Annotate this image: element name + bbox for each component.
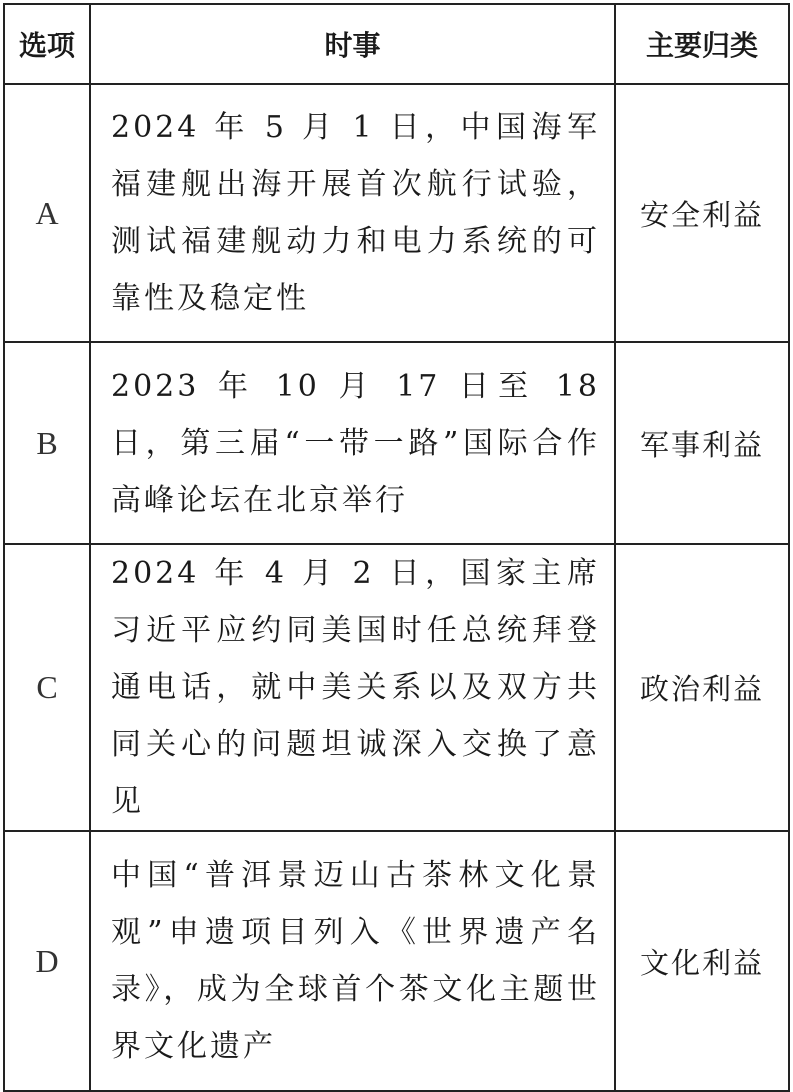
header-category: 主要归类 [615, 4, 789, 84]
event-text: 2024 年 5 月 1 日，中国海军福建舰出海开展首次航行试验，测试福建舰动力和电力系统的可靠性及稳定性 [90, 84, 615, 342]
event-text: 2023 年 10 月 17 日至 18 日，第三届“一带一路”国际合作高峰论坛在北京举行 [90, 342, 615, 544]
category-label: 文化利益 [615, 831, 789, 1091]
option-label: C [4, 544, 90, 831]
table-row [4, 342, 789, 544]
option-label: B [4, 342, 90, 544]
header-option: 选项 [4, 4, 90, 84]
category-label: 军事利益 [615, 342, 789, 544]
event-text: 中国“普洱景迈山古茶林文化景观”申遗项目列入《世界遗产名录》，成为全球首个茶文化主题世界文化遗产 [90, 831, 615, 1091]
header-event: 时事 [90, 4, 615, 84]
events-table [3, 3, 790, 1092]
option-label: D [4, 831, 90, 1091]
table-row [4, 831, 789, 1091]
header-row [4, 4, 789, 84]
table-row [4, 544, 789, 831]
category-label: 安全利益 [615, 84, 789, 342]
option-label: A [4, 84, 90, 342]
category-label: 政治利益 [615, 544, 789, 831]
table-row [4, 84, 789, 342]
event-text: 2024 年 4 月 2 日，国家主席习近平应约同美国时任总统拜登通电话，就中美关系以及双方共同关心的问题坦诚深入交换了意见 [90, 544, 615, 831]
